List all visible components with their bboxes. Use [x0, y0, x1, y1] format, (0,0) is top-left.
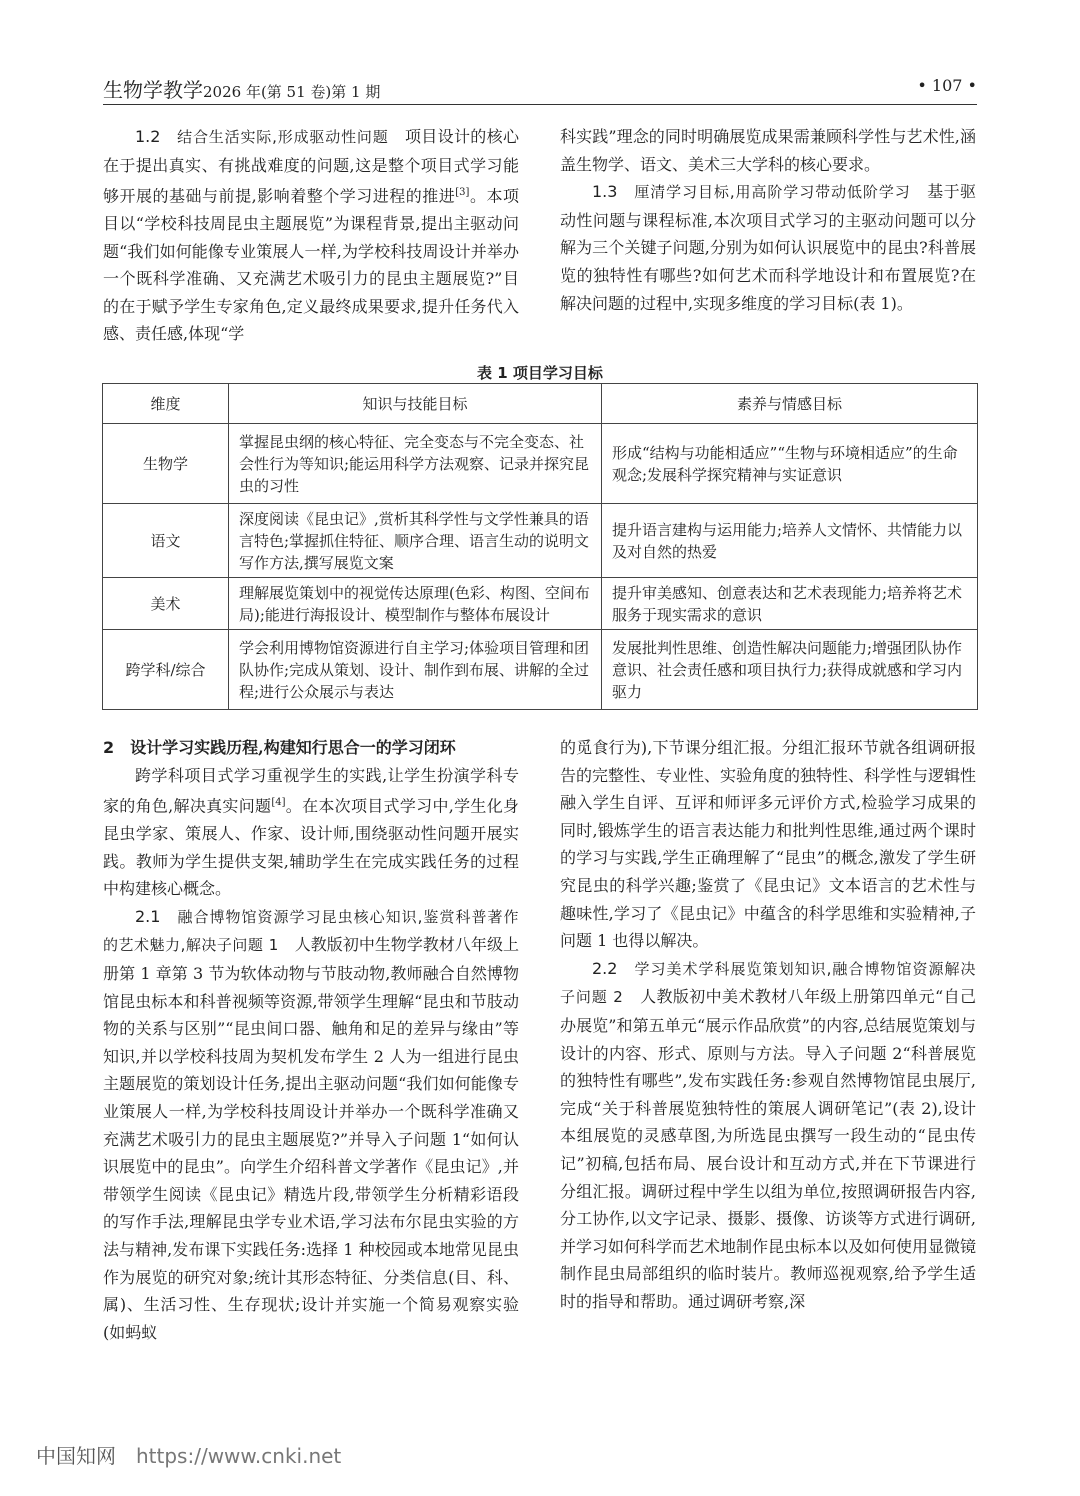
section-title-1-2: 结合生活实际,形成驱动性问题 [177, 128, 389, 146]
knowledge-cell: 掌握昆虫纲的核心特征、完全变态与不完全变态、社会性行为等知识;能运用科学方法观察、记录并探究昆虫的习性 [229, 424, 602, 504]
table-row [103, 504, 978, 578]
paragraph-2-1: 2.1 融合博物馆资源学习昆虫核心知识,鉴赏科普著作的艺术魅力,解决子问题 1 人教版初中生物学教材八年级上册第 1 章第 3 节为软体动物与节肢动物,教师融合自然博物馆昆虫标本和科普视频等资源,带领学生理解“昆虫和节肢动物的关系与区别”“昆虫间口器、触角和足的差异与缘由”等知识,并以学校科技周为契机发布学生 2 人为一组进行昆虫主题展览的策划设计任务,提出主驱动问题“我们如何能像专业策展人一样,为学校科技周设计并举办一个既科学准确又充满艺术吸引力的昆虫主题展览?”并导入子问题 1“如何认识展览中的昆虫”。向学生介绍科普文学著作《昆虫记》,并带领学生阅读《昆虫记》精选片段,带领学生分析精彩语段的写作手法,理解昆虫学专业术语,学习法布尔昆虫实验的方法与精神,发布课下实践任务:选择 1 种校园或本地常见昆虫作为展览的研究对象;统计其形态特征、分类信息(目、科、属)、生活习性、生存现状;设计并实施一个简易观察实验(如蚂蚁 [103, 906, 519, 1342]
page-number: • 107 • [917, 76, 977, 95]
dimension-cell: 美术 [103, 578, 229, 630]
section-title-2-2: 学习美术学科展览策划知识,融合博物馆资源解决子问题 2 [560, 959, 976, 1007]
dimension-cell: 生物学 [103, 424, 229, 504]
knowledge-cell: 深度阅读《昆虫记》,赏析其科学性与文学性兼具的语言特色;掌握抓住特征、顺序合理、语言生动的说明文写作方法,撰写展览文案 [229, 504, 602, 578]
citation: [4] [271, 797, 286, 809]
table-row [103, 578, 978, 630]
knowledge-cell: 学会利用博物馆资源进行自主学习;体验项目管理和团队协作;完成从策划、设计、制作到布展、讲解的全过程;进行公众展示与表达 [229, 630, 602, 710]
table-row [103, 424, 978, 504]
header-dimension: 维度 [103, 384, 229, 424]
literacy-cell: 形成“结构与功能相适应”“生物与环境相适应”的生命观念;发展科学探究精神与实证意识 [602, 424, 978, 504]
journal-title: 生物学教学2026 年(第 51 卷)第 1 期 [103, 78, 381, 102]
header-literacy: 素养与情感目标 [602, 384, 978, 424]
cnki-logo-text: 中国知网 [36, 1444, 116, 1468]
paragraph-2-2: 2.2 学习美术学科展览策划知识,融合博物馆资源解决子问题 2 人教版初中美术教材八年级上册第四单元“自己办展览”和第五单元“展示作品欣赏”的内容,总结展览策划与设计的内容、形式、原则与方法。导入子问题 2“科普展览的独特性有哪些”,发布实践任务:参观自然博物馆昆虫展厅,完成“关于科普展览独特性的策展人调研笔记”(表 2),设计本组展览的灵感草图,为所选昆虫撰写一段生动的“昆虫传记”初稿,包括布局、展台设计和互动方式,并在下节课进行分组汇报。调研过程中学生以组为单位,按照调研报告内容,分工协作,以文字记录、摄影、摄像、访谈等方式进行调研,并学习如何科学而艺术地制作昆虫标本以及如何使用显微镜制作昆虫局部组织的临时装片。教师巡视观察,给予学生适时的指导和帮助。通过调研考察,深 [560, 958, 977, 1311]
learning-objectives-table [102, 383, 978, 710]
cnki-url[interactable]: https://www.cnki.net [136, 1444, 342, 1468]
paragraph-2: 跨学科项目式学习重视学生的实践,让学生扮演学科专家的角色,解决真实问题[4]。在本次项目式学习中,学生化身昆虫学家、策展人、作家、设计师,围绕驱动性问题开展实践。教师为学生提供支架,辅助学生在完成实践任务的过程中构建核心概念。 [103, 765, 519, 899]
paragraph-1-2: 1.2 结合生活实际,形成驱动性问题 项目设计的核心在于提出真实、有挑战难度的问题,这是整个项目式学习能够开展的基础与前提,影响着整个学习进程的推进[3]。本项目以“学校科技周昆虫主题展览”为课程背景,提出主驱动问题“我们如何能像专业策展人一样,为学校科技周设计并举办一个既科学准确、又充满艺术吸引力的昆虫主题展览?”目的在于赋予学生专家角色,定义最终成果要求,提升任务代入感、责任感,体现“学 [103, 127, 519, 344]
literacy-cell: 提升语言建构与运用能力;培养人文情怀、共情能力以及对自然的热爱 [602, 504, 978, 578]
issue-info: 2026 年(第 51 卷)第 1 期 [203, 83, 381, 101]
header-knowledge: 知识与技能目标 [229, 384, 602, 424]
running-header [103, 74, 977, 105]
section-title-1-3: 厘清学习目标,用高阶学习带动低阶学习 [634, 183, 911, 202]
paragraph-continuation: 的觅食行为),下节课分组汇报。分组汇报环节就各组调研报告的完整性、专业性、实验角度的独特性、科学性与逻辑性融入学生自评、互评和师评多元评价方式,检验学习成果的同时,锻炼学生的语言表达能力和批判性思维,通过两个课时的学习与实践,学生正确理解了“昆虫”的概念,激发了学生研究昆虫的科学兴趣;鉴赏了《昆虫记》文本语言的艺术性与趣味性,学习了《昆虫记》中蕴含的科学思维和实验精神,子问题 1 也得以解决。 [560, 738, 977, 951]
right-column-top [560, 123, 976, 317]
knowledge-cell: 理解展览策划中的视觉传达原理(色彩、构图、空间布局);能进行海报设计、模型制作与整体布展设计 [229, 578, 602, 630]
literacy-cell: 提升审美感知、创意表达和艺术表现能力;培养将艺术服务于现实需求的意识 [602, 578, 978, 630]
table-caption: 表 1 项目学习目标 [477, 364, 603, 382]
table-row [103, 630, 978, 710]
dimension-cell: 跨学科/综合 [103, 630, 229, 710]
right-column-bottom [560, 734, 976, 1315]
section-heading-2: 2 设计学习实践历程,构建知行思合一的学习闭环 [103, 738, 456, 757]
left-column-bottom [103, 734, 519, 1346]
dimension-cell: 语文 [103, 504, 229, 578]
left-column-top [103, 123, 519, 348]
paragraph-1-3: 1.3 厘清学习目标,用高阶学习带动低阶学习 基于驱动性问题与课程标准,本次项目式学习的主驱动问题可以分解为三个关键子问题,分别为如何认识展览中的昆虫?科普展览的独特性有哪些?如何艺术而科学地设计和布置展览?在解决问题的过程中,实现多维度的学习目标(表 1)。 [560, 182, 976, 313]
paragraph-continuation: 科实践”理念的同时明确展览成果需兼顾科学性与艺术性,涵盖生物学、语文、美术三大学科的核心要求。 [560, 127, 976, 174]
table-header-row [103, 384, 978, 424]
watermark-footer [36, 1440, 341, 1469]
citation: [3] [455, 187, 470, 199]
literacy-cell: 发展批判性思维、创造性解决问题能力;增强团队协作意识、社会责任感和项目执行力;获得成就感和学习内驱力 [602, 630, 978, 710]
section-title-2-1: 融合博物馆资源学习昆虫核心知识,鉴赏科普著作的艺术魅力,解决子问题 1 [103, 907, 519, 955]
